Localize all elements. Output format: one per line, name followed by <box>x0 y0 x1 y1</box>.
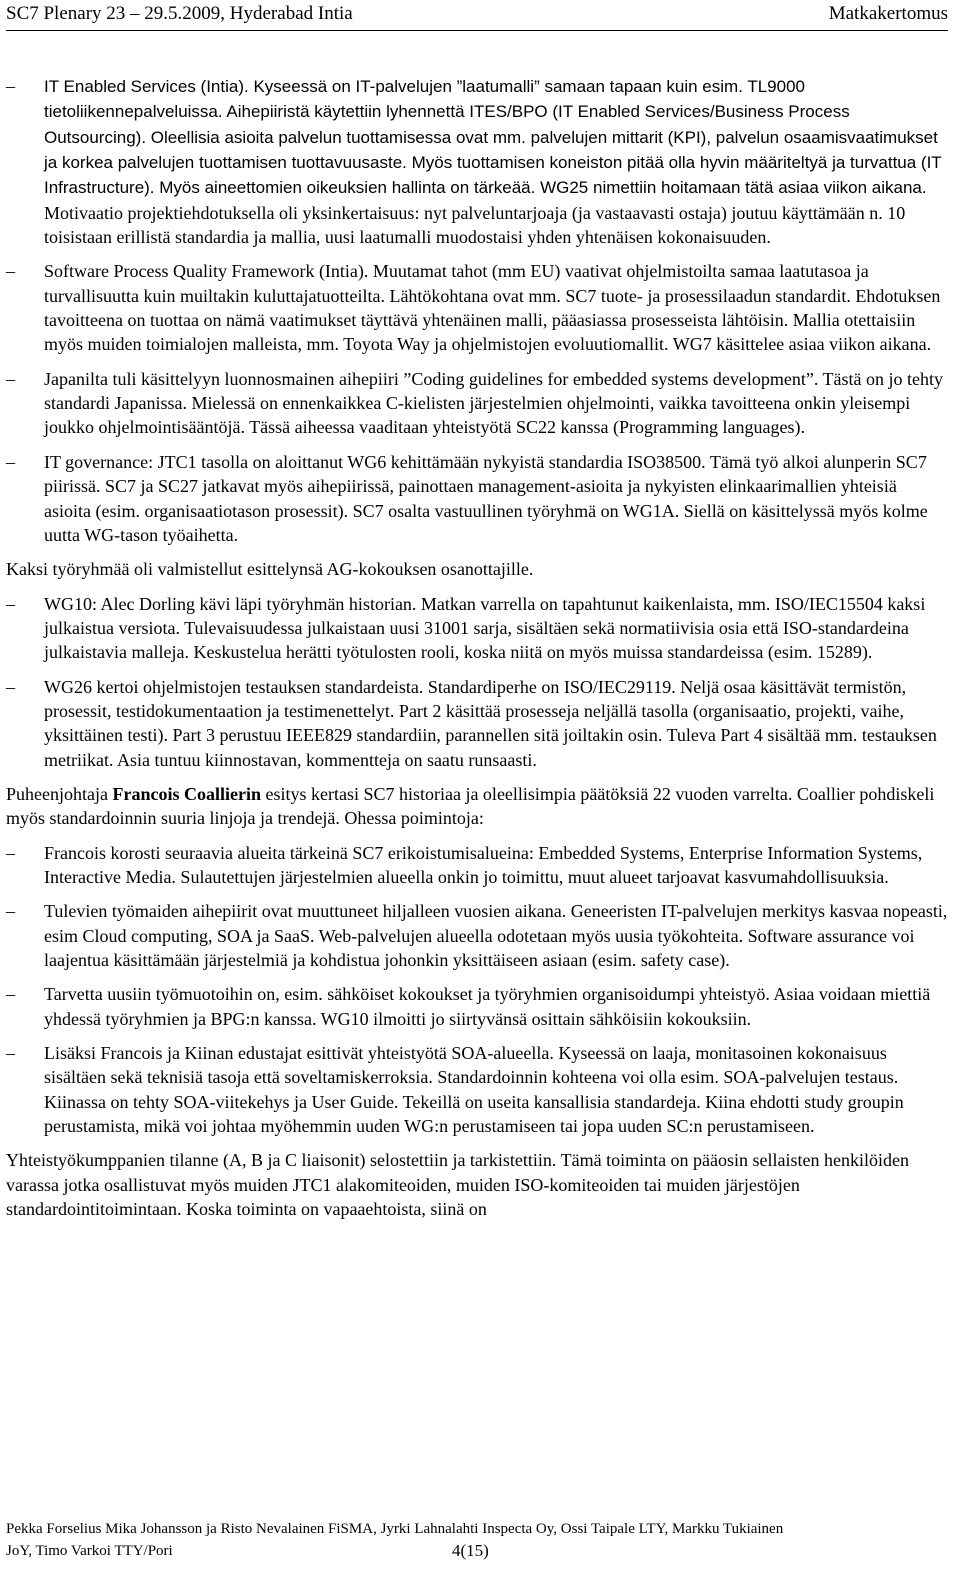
bullet-dash: – <box>6 984 15 1005</box>
bullet-dash: – <box>6 451 15 472</box>
bullet-dash: – <box>6 901 15 922</box>
bullet-item <box>6 982 948 1031</box>
bullet-item <box>6 1041 948 1138</box>
paragraph-liaisons: Yhteistyökumppanien tilanne (A, B ja C liaisonit) selostettiin ja tarkistettiin. Tämä toiminta on pääosin sellaisten henkilöiden varassa jotka osallistuvat myös muiden JTC1 alakomiteoiden, muiden ISO-komiteoiden tai muiden järjestöjen standardointitoimintaan. Koska toiminta on vapaaehtoista, siinä on <box>6 1150 910 1220</box>
bullet-text: Software Process Quality Framework (Intia). Muutamat tahot (mm EU) vaativat ohjelmistoilta samaa laatutasoa ja turvallisuutta kuin muiltakin kuluttajatuotteilta. Lähtökohtana ovat mm. SC7 tuote- ja prosessilaadun standardit. Ehdotuksen tavoitteena on tuottaa on nämä vaatimukset täyttävä yhtenäinen malli, pääasiassa prosesseista lähtöisin. Mallia otettaisiin myös muiden toimialojen malleista, mm. Toyota Way ja ohjelmistojen evoluutiomallit. WG7 käsittelee asiaa viikon aikana. <box>44 261 941 355</box>
bullet-item <box>6 899 948 972</box>
header-doc-type: Matkakertomus <box>828 3 948 24</box>
bullet-dash: – <box>6 261 15 282</box>
bullet-item <box>6 841 948 890</box>
bullet-item <box>6 592 948 665</box>
bullet-item <box>6 367 948 440</box>
bullet-text: WG26 kertoi ohjelmistojen testauksen standardeista. Standardiperhe on ISO/IEC29119. Neljä osaa käsittävät termistön, prosessit, testidokumentaation ja testimenettelyt. Part 2 käsittää prosesseja neljällä tasolla (organisaatio, projekti, vaihe, yksittäinen testi). Part 3 perustuu IEEE829 standardiin, parannellen sitä joiltakin osin. Tuleva Part 4 sisältää mm. testauksen metriikat. Asia tuntuu kiinnostavan, kommentteja on saatu runsaasti. <box>44 676 937 770</box>
bullet-text: Japanilta tuli käsittelyyn luonnosmainen aihepiiri ”Coding guidelines for embedded systems development”. Tästä on jo tehty standardi Japanissa. Mielessä on ennenkaikkea C-kielisten järjestelmien ohjelmointi, vaikka tavoitteena onkin yleisempi joukko ohjelmointisääntöjä. Tässä aiheessa vaaditaan yhteistyötä SC22 kanssa (Programming languages). <box>44 368 943 438</box>
bullet-text-part: Motivaatio projektiehdotuksella oli yksinkertaisuus: nyt palveluntarjoaja (ja vastaavasti ostaja) joutuu käyttämään n. 10 toisistaan erillistä standardia ja mallia, uusi laatumalli muodostaisi yhden yhtenäisen kokonaisuuden. <box>44 202 906 248</box>
bullet-text-part: IT Enabled Services (Intia). Kyseessä on IT-palvelujen ”laatumalli” samaan tapaan kuin esim. TL9000 tietoliikennepalveluissa. Aihepiiristä käytettiin lyhennettä ITES/BPO (IT Enabled Services/Business Process Outsourcing). Oleellisia asioita palvelun tuottamisessa ovat mm. palvelujen mittarit (KPI), palvelun osaamisvaatimukset ja korkea palvelujen tuottamisen tuottavuusaste. Myös tuottamisen koneiston pitää olla hyvin määriteltyä ja turvattua (IT Infrastructure). Myös aineettomien oikeuksien hallinta on tärkeää. WG25 nimettiin hoitamaan tätä asiaa viikon aikana. <box>44 77 942 198</box>
bullet-item <box>6 259 948 356</box>
bullet-text: IT governance: JTC1 tasolla on aloittanut WG6 kehittämään nykyistä standardia ISO38500. Tämä työ alkoi alunperin SC7 piirissä. SC7 ja SC27 jatkavat myös aihepiirissä, painottaen management-asioita ja nykyisten elinkaarimallien yhteisiä asioita (esim. organisaatiotason prosessit). SC7 osalta vastuullinen työryhmä on WG1A. Siellä on käsittelyssä myös kolme uutta WG-tason työaihetta. <box>44 451 928 545</box>
page-number: 4(15) <box>452 1541 489 1560</box>
bullet-dash: – <box>6 1043 15 1064</box>
chair-name: Francois Coallierin <box>112 783 261 804</box>
bullet-text: Tulevien työmaiden aihepiirit ovat muuttuneet hiljalleen vuosien aikana. Geneeristen IT-palvelujen merkitys kasvaa nopeasti, esim Cloud computing, SOA ja SaaS. Web-palvelujen alueella odotetaan myös uusia työkohteita. Software assurance voi laajentua käsittämään järjestelmiä ja kohdistua johonkin yksittäiseen asiaan (esim. safety case). <box>44 901 948 970</box>
bullet-item <box>6 450 948 547</box>
footer-authors-line2: JoY, Timo Varkoi TTY/Pori <box>6 1543 173 1559</box>
document-body <box>6 74 948 1231</box>
bullet-item <box>6 675 948 772</box>
paragraph-wg-intro: Kaksi työryhmää oli valmistellut esittelynsä AG-kokouksen osanottajille. <box>6 559 534 580</box>
bullet-text: Lisäksi Francois ja Kiinan edustajat esittivät yhteistyötä SOA-alueella. Kyseessä on laaja, monitasoinen kokonaisuus sisältäen sekä teknisiä tasoja että soveltamiskerroksia. Standardoinnin kohteena voi olla esim. SOA-palvelujen testaus. Kiinassa on tehty SOA-viitekehys ja User Guide. Tekeillä on useita kansallisia standardeja. Kiina ehdotti study groupin perustamista, mikä voi johtaa myöhemmin uuden WG:n perustamiseen tai jopa uuden SC:n perustamiseen. <box>44 1043 904 1137</box>
bullet-text: Tarvetta uusiin työmuotoihin on, esim. sähköiset kokoukset ja työryhmien organisoidumpi yhteistyö. Asiaa voidaan miettiä yhdessä työryhmien ja BPG:n kanssa. WG10 ilmoitti jo siirtyvänsä osittain sähköisiin kokouksiin. <box>44 984 931 1029</box>
bullet-dash: – <box>6 368 15 389</box>
bullet-text: Francois korosti seuraavia alueita tärkeinä SC7 erikoistumisalueina: Embedded Systems, Enterprise Information Systems, Interactive Media. Sulautettujen järjestelmien alueella onkin jo toimittu, muut alueet tarjoavat kasvumahdollisuuksia. <box>44 842 923 887</box>
page-footer <box>6 1518 948 1562</box>
paragraph-chair <box>6 782 948 831</box>
chair-text-pre: Puheenjohtaja <box>6 783 113 804</box>
bullet-dash: – <box>6 842 15 863</box>
chair-text-post: esitys kertasi SC7 historiaa ja oleellisimpia päätöksiä 22 vuoden varrelta. Coallier pohdiskeli myös standardoinnin suuria linjoja ja trendejä. Ohessa poimintoja: <box>6 783 935 829</box>
page-header <box>6 2 948 31</box>
bullet-text: WG10: Alec Dorling kävi läpi työryhmän historian. Matkan varrella on tapahtunut kaikenlaista, mm. ISO/IEC15504 kaksi julkaistua versiota. Tulevaisuudessa julkaistaan uusi 31001 sarja, sisältäen sekä normatiivisia osia että ISO-standardeina julkaistavia malleja. Keskustelua herätti työtulosten rooli, koska niitä on myös muissa standardeissa (esim. 15289). <box>44 593 926 663</box>
header-title: SC7 Plenary 23 – 29.5.2009, Hyderabad Intia <box>6 3 353 24</box>
footer-authors-line1: Pekka Forselius Mika Johansson ja Risto Nevalainen FiSMA, Jyrki Lahnalahti Inspecta Oy, Ossi Taipale LTY, Markku Tukiainen <box>6 1521 784 1537</box>
bullet-item <box>6 74 948 249</box>
bullet-dash: – <box>6 676 15 697</box>
bullet-dash: – <box>6 593 15 614</box>
bullet-dash: – <box>6 76 15 96</box>
